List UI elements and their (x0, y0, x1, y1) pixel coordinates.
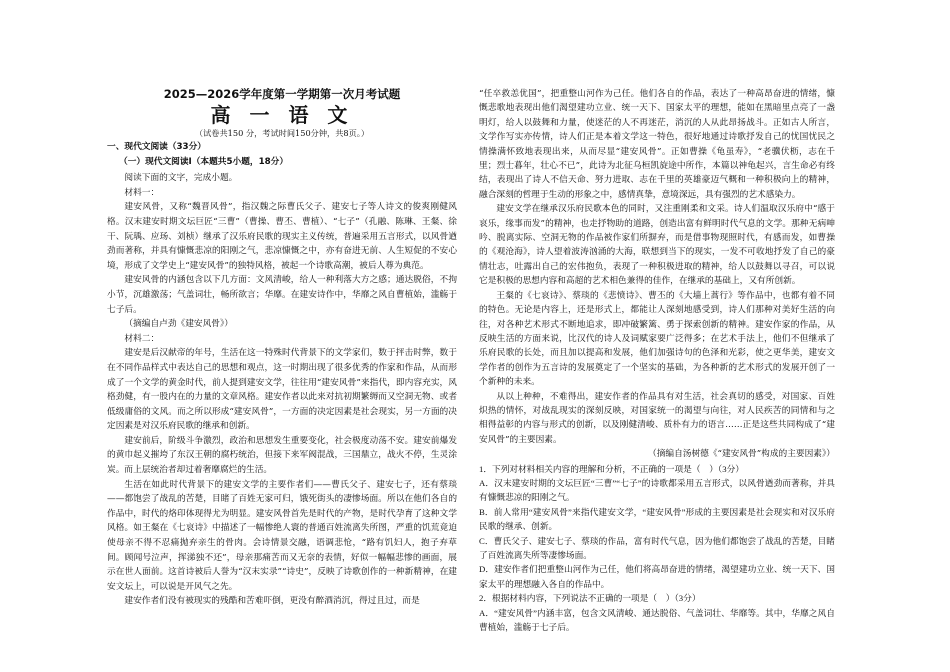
material-1-source: （摘编自卢劲《建安风骨》） (124, 319, 233, 330)
material-2-paragraph: “任卒救恙优国”，把重整山河作为己任。他们各自的作品，表达了一种高昂奋进的情绪，慷慨悲歌地表现出他们渴望建功立业、统一天下、国家太平的理想，能如在黑暗里点亮了一盏明灯，给人以鼓舞和力量，使迷茫的人不再迷茫，消沉的人从此昂扬战斗。正如古人所言，文学作写实亦传情，诗人们正是本着文学这一特色，很好地通过诗歌抒发自己的忧国忧民之情操满怀致地表现出来，从而尽显“建安风骨”。正如曹操《龟虽寿》，“老骥伏枥，志在千里；烈士暮年，壮心不已”，此诗为北征乌桓凯旋途中所作，本篇以神龟起兴，言生命必有终结，表现出了诗人不信天命、努力进取、志在千里的英雄豪迈气概和一种积极向上的精神，融合深刻的哲理于生动的形象之中，感情真挚，意境深远，具有强烈的艺术感染力。 (479, 89, 835, 200)
question-1-option-d: D．建安作者们把重整山河作为己任，他们将高昂奋进的情绪，渴望建功立业、统一天下、国家太平的理想融入各自的作品中。 (479, 564, 835, 589)
material-2-paragraph: 建安作者们没有被现实的残酷和苦难吓倒，更没有醉酒消沉，得过且过，而是 (124, 596, 420, 607)
question-1-option-a: A．汉末建安时期的文坛巨匠“三曹”“七子”的诗歌都采用五言形式，以风骨遒劲而著称，并具有慷慨悲凉的阳刚之气。 (479, 477, 835, 503)
exam-note: （试卷共150 分，考试时间150分钟，共8页。） (194, 128, 370, 138)
material-1-label: 材料一： (124, 187, 160, 198)
material-2-paragraph: 建安是后汉献帝的年号，生活在这一特殊时代背景下的文学家们，数于抨击时弊，数于在不同作品样式中表达自己的思想和观点，这一时期出现了很多优秀的作家和作品，从而形成了一个文学的黄金时代，前人提到建安文学，往往用“建安风骨”来指代，即内容充实，风格劲健，有一股内在的力量的文章风格。建安作者以此来对抗初期繁缛而又空洞无物、或者低级庸俗的文风。而之所以形成“建安风骨”，一方面的决定因素是社会现实，另一方面的决定因素是对汉乐府民歌的继承和创新。 (107, 348, 457, 432)
instruction: 阅读下面的文字，完成小题。 (124, 173, 238, 184)
subsection-title: （一）现代文阅读Ⅰ（本题共5小题，18分） (119, 156, 289, 167)
material-1-paragraph: 建安风骨，又称“魏晋风骨”，指汉魏之际曹氏父子、建安七子等人诗文的俊爽刚健风格。汉末建安时期文坛巨匠“三曹”（曹操、曹丕、曹植）、“七子”（孔融、陈琳、王粲、徐干、阮瑀、应玚、刘桢）继承了汉乐府民歌的现实主义传统，普遍采用五言形式，以风骨遒劲而著称，并具有慷慨悲凉的阳刚之气，悲凉慷慨之中，亦有奋进无前、人生短促的不安心境，形成了文学史上“建安风骨”的独特风格，被起一个诗歌高潮，被后人尊为典范。 (107, 202, 457, 271)
right-column (479, 87, 835, 634)
question-2-option-a: A．“建安风骨”内涵丰富，包含文风清峻、通达脱俗、气盖词壮、华靡等。其中，华靡之风自曹植始，滥觞于七子后。 (479, 607, 835, 633)
question-1-option-b: B．前人常用“建安风骨”来指代建安文学，“建安风骨”形成的主要因素是社会现实和对汉乐府民歌的继承、创新。 (479, 506, 835, 532)
question-1-option-c: C．曹氏父子、建安七子、蔡琰的作品，富有时代气息，因为他们都饱尝了战乱的苦楚，目睹了百姓流离失所等凄惨场面。 (479, 535, 835, 560)
material-2-paragraph: 生活在如此时代背景下的建安文学的主要作者们——曹氏父子、建安七子，还有蔡琰——都饱尝了战乱的苦楚，目睹了百姓无家可归，饿死街头的凄惨场面。所以在他们各自的作品中，时代的烙印体现得尤为明显。建安风骨首先是时代的产物，是时代孕育了这种文学风格。如王粲在《七哀诗》中描述了一幅惨绝人寰的普通百姓流离失所图，严重的饥荒竟迫使母亲不得不忍痛抛弃亲生的骨肉。会诗情景交融，语调悲怆，“路有饥妇人，抱子弃草间。顾闻号泣声，挥涕独不还”，母亲那痛苦而又无奈的表情，好似一幅幅悲惨的画面，展示在世人面前。这首诗被后人誉为“汉末实录”“诗史”，反映了诗歌创作的一种新精神，在建安文坛上，可以说是开风气之先。 (107, 479, 457, 592)
left-column (107, 88, 457, 609)
material-2-paragraph: 从以上种种，不难得出，建安作者的作品具有对生活，社会真切的感受，对国家、百姓炽热的情怀，对战乱现实的深刻反映，对国家统一的渴望与向往，对人民疾苦的同情和与之相得益彰的内容与形式的创新，以及刚健清峻、质朴有力的语言……正是这些共同构成了“建安风骨”的主要因素。 (479, 391, 835, 445)
material-1-paragraph: 建安风骨的内涵包含以下几方面：文风清峻，给人一种利落大方之感；通达脱俗，不拘小节，沉雄激荡；气盖词壮，畅所欲言；华靡。在建安诗作中，华靡之风自曹植始，滥觞于七子后。 (107, 275, 457, 315)
material-2-paragraph: 王粲的《七哀诗》、蔡琰的《悲愤诗》、曹丕的《大墙上蒿行》等作品中，也都有着不同的特色。无论是内容上，还是形式上，都能让人深刻地感受到，诗人们那种对美好生活的向往，对各种艺术形式不断地追求，即冲破繁篱、勇于探索创新的精神。建安作家的作品，从反映生活的方面来说，比汉代的诗人及词赋家要广泛得多；在艺术手法上，他们不但继承了乐府民歌的长处，而且加以提高和发展，他们加强诗句的色泽和光彩，使之更华美，建安文学作者的创作为五言诗的发展奠定了一个坚实的基础，为各种新的艺术形式的发展开创了一个新种的未来。 (479, 290, 835, 388)
question-1-stem: 1．下列对材料相关内容的理解和分析，不正确的一项是（ ）（3分） (479, 463, 744, 474)
material-2-paragraph: 建安文学在继承汉乐府民歌本色的同时，又注重刚柔和文采。诗人们温取汉乐府中“感于哀乐，缘事而发”的精神，也走抒物助的道路，创造出富有鲜明时代气息的文学。那种无病呻吟、脱离实际、空洞无物的作品被作家们所摒弃，而是借事物现照时代，有感而发，如曹操的《观沧海》，诗人望着波涛汹涌的大海，联想到当下的现实，一发不可收地抒发了自己的豪情壮志，吐露出自己的宏伟抱负，表现了一种积极进取的精神，给人以鼓舞以寻召，可以说它是积极的思想内容和高超的艺术相色兼得的佳作，在继承的基础上，又有所创新。 (479, 204, 835, 287)
exam-title: 2025—2026学年度第一学期第一次月考试题 (163, 87, 401, 101)
exam-subject: 高 一 语 文 (210, 103, 354, 127)
material-2-label: 材料二： (124, 333, 160, 344)
question-2-stem: 2．根据材料内容，下列说法不正确的一项是（ ）（3分） (479, 593, 701, 604)
material-2-paragraph: 建安前后，阶级斗争激烈，政治和思想发生重要变化，社会极度动荡不安。建安前爆发的黄巾起义摧垮了东汉王朝的腐朽统治，但接下来军阀混战，三国鼎立，战火不停，生灵涂炭。而上层统治者却过着奢靡腐烂的生活。 (107, 435, 457, 476)
material-2-source: （摘编自汤树德《“建安风骨”构成的主要因素》） (648, 449, 835, 460)
section-title: 一、现代文阅读（33分） (107, 142, 206, 152)
